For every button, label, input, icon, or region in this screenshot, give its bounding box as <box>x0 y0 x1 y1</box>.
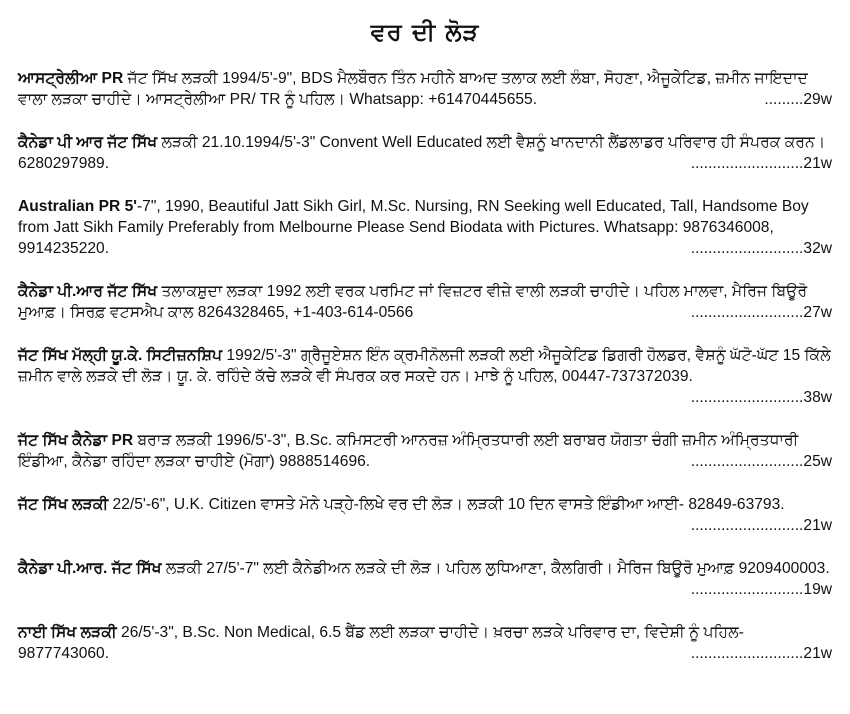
ad-item <box>18 558 832 600</box>
ad-body: ਜੱਟ ਸਿੱਖ ਲੜਕੀ 1994/5'-9", BDS ਮੈਲਬੌਰਨ ਤਿੰਨ ਮਹੀਨੇ ਬਾਅਦ ਤਲਾਕ ਲਈ ਲੰਬਾ, ਸੋਹਣਾ, ਐਜੂਕੇਟਿਡ, ਜ਼ਮੀਨ ਜਾਇਦਾਦ ਵਾਲਾ ਲੜਕਾ ਚਾਹੀਦੇ। ਆਸਟ੍ਰੇਲੀਆ PR/ TR ਨੂੰ ਪਹਿਲ। Whatsapp: +61470445655. <box>18 70 808 108</box>
ad-item <box>18 430 832 472</box>
ad-item <box>18 196 832 259</box>
ad-lead: Australian PR 5' <box>18 198 137 215</box>
ad-body: ਲੜਕੀ 27/5'-7" ਲਈ ਕੈਨੇਡੀਅਨ ਲੜਕੇ ਦੀ ਲੋੜ। ਪਹਿਲ ਲੁਧਿਆਣਾ, ਕੈਲਗਿਰੀ। ਮੈਰਿਜ ਬਿਊਰੋ ਮੁਆਫ਼ 9209400003. <box>161 560 830 577</box>
ad-code: ..........................32w <box>690 240 832 257</box>
ad-lead: ਕੈਨੇਡਾ ਪੀ ਆਰ ਜੱਟ ਸਿੱਖ <box>18 134 158 151</box>
ad-body: ਤਲਾਕਸ਼ੁਦਾ ਲੜਕਾ 1992 ਲਈ ਵਰਕ ਪਰਮਿਟ ਜਾਂ ਵਿਜ਼ਟਰ ਵੀਜ਼ੇ ਵਾਲੀ ਲੜਕੀ ਚਾਹੀਦੇ। ਪਹਿਲ ਮਾਲਵਾ, ਮੈਰਿਜ ਬਿਊਰੋ ਮੁਆਫ਼। ਸਿਰਫ਼ ਵਟਸਐਪ ਕਾਲ 8264328465, +1-403-614-0566 <box>18 283 808 321</box>
ad-body: -7", 1990, Beautiful Jatt Sikh Girl, M.Sc. Nursing, RN Seeking well Educated, Tall, Handsome Boy from Jatt Sikh Family Preferably from Melbourne Please Send Biodata with Pictures. Whatsapp: 9876346008, 9914235220. <box>18 198 809 257</box>
ad-lead: ਜੱਟ ਸਿੱਖ ਲੜਕੀ <box>18 496 109 513</box>
ad-body: 26/5'-3", B.Sc. Non Medical, 6.5 ਬੈਂਡ ਲਈ ਲੜਕਾ ਚਾਹੀਦੇ। ਖ਼ਰਚਾ ਲੜਕੇ ਪਰਿਵਾਰ ਦਾ, ਵਿਦੇਸ਼ੀ ਨੂੰ ਪਹਿਲ- 9877743060. <box>18 624 744 662</box>
ad-lead: ਕੈਨੇਡਾ ਪੀ.ਆਰ ਜੱਟ ਸਿੱਖ <box>18 283 158 300</box>
ad-code: .........29w <box>764 91 832 108</box>
ad-item <box>18 494 832 536</box>
ad-body: 1992/5'-3" ਗ੍ਰੈਜੂਏਸ਼ਨ ਇੰਨ ਕ੍ਰਮੀਨੋਲਜੀ ਲੜਕੀ ਲਈ ਐਜੂਕੇਟਿਡ ਡਿਗਰੀ ਹੋਲਡਰ, ਵੈਸ਼ਨੂੰ ਘੱਟੋ-ਘੱਟ 15 ਕਿੱਲੇ ਜ਼ਮੀਨ ਵਾਲੇ ਲੜਕੇ ਦੀ ਲੋੜ। ਯੂ. ਕੇ. ਰਹਿੰਦੇ ਕੱਚੇ ਲੜਕੇ ਵੀ ਸੰਪਰਕ ਕਰ ਸਕਦੇ ਹਨ। ਮਾਝੇ ਨੂੰ ਪਹਿਲ, 00447-737372039. <box>18 347 831 385</box>
ad-item <box>18 132 832 174</box>
ad-code: ..........................21w <box>690 155 832 172</box>
ad-code: ..........................21w <box>690 645 832 662</box>
ad-item <box>18 281 832 323</box>
ad-lead: ਜੱਟ ਸਿੱਖ ਕੈਨੇਡਾ PR <box>18 432 134 449</box>
ad-body: 22/5'-6", U.K. Citizen ਵਾਸਤੇ ਮੋਨੇ ਪੜ੍ਹੇ-ਲਿਖੇ ਵਰ ਦੀ ਲੋੜ। ਲੜਕੀ 10 ਦਿਨ ਵਾਸਤੇ ਇੰਡੀਆ ਆਈ- 82849-63793. <box>108 496 785 513</box>
ad-code: ..........................21w <box>690 517 832 534</box>
ad-lead: ਕੈਨੇਡਾ ਪੀ.ਆਰ. ਜੱਟ ਸਿੱਖ <box>18 560 162 577</box>
ad-item <box>18 68 832 110</box>
ad-body: ਲੜਕੀ 21.10.1994/5'-3" Convent Well Educated ਲਈ ਵੈਸ਼ਨੂੰ ਖਾਨਦਾਨੀ ਲੈਂਡਲਾਡਰ ਪਰਿਵਾਰ ਹੀ ਸੰਪਰਕ ਕਰਨ। 6280297989. <box>18 134 826 172</box>
ad-code: ..........................27w <box>690 304 832 321</box>
ad-lead: ਜੱਟ ਸਿੱਖ ਮੱਲ੍ਹੀ ਯੂ.ਕੇ. ਸਿਟੀਜ਼ਨਸ਼ਿਪ <box>18 347 223 364</box>
ad-code: ..........................38w <box>690 389 832 406</box>
page-title: ਵਰ ਦੀ ਲੋੜ <box>370 18 480 46</box>
ad-item <box>18 345 832 408</box>
ad-body: ਬਰਾੜ ਲੜਕੀ 1996/5'-3", B.Sc. ਕਮਿਸਟਰੀ ਆਨਰਜ਼ ਅੰਮ੍ਰਿਤਧਾਰੀ ਲਈ ਬਰਾਬਰ ਯੋਗਤਾ ਚੰਗੀ ਜ਼ਮੀਨ ਅੰਮ੍ਰਿਤਧਾਰੀ ਇੰਡੀਆ, ਕੈਨੇਡਾ ਰਹਿੰਦਾ ਲੜਕਾ ਚਾਹੀਏ (ਮੋਗਾ) 9888514696. <box>18 432 799 470</box>
ad-lead: ਨਾਈ ਸਿੱਖ ਲੜਕੀ <box>18 624 117 641</box>
ad-code: ..........................25w <box>690 453 832 470</box>
ad-item <box>18 622 832 664</box>
ad-lead: ਆਸਟ੍ਰੇਲੀਆ PR <box>18 70 124 87</box>
ad-code: ..........................19w <box>690 581 832 598</box>
